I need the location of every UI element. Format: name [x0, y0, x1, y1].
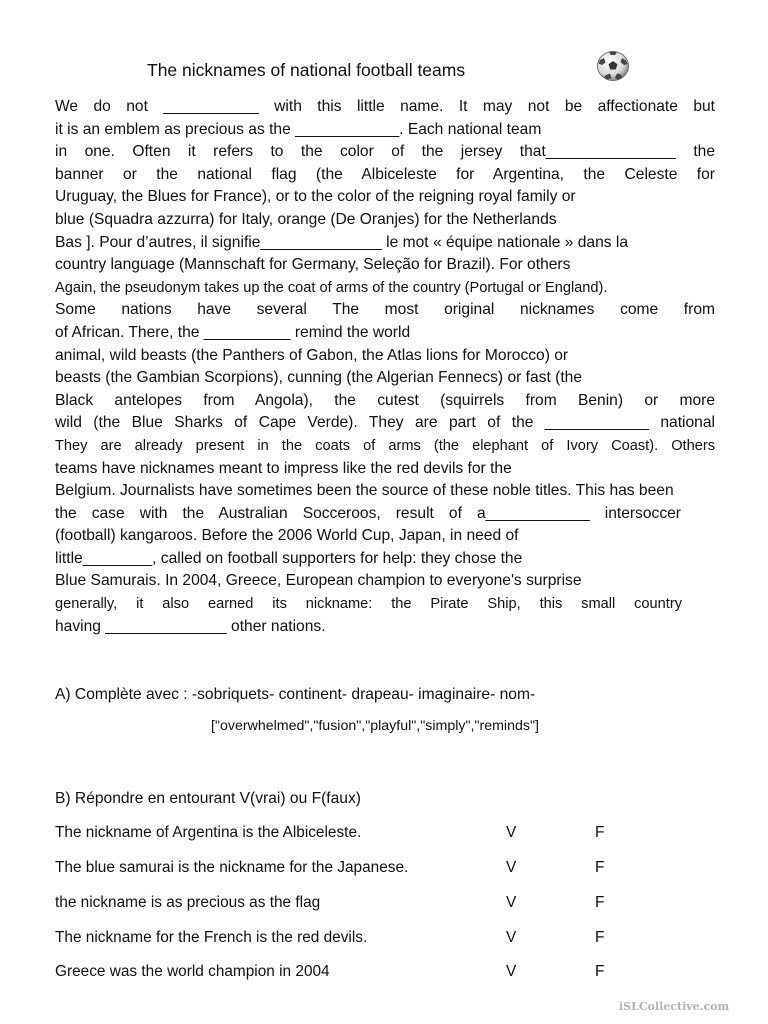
statement-text: Greece was the world champion in 2004	[55, 963, 330, 980]
section-a-instruction: A) Complète avec : -sobriquets- continent- drapeau- imaginaire- nom-	[55, 686, 536, 703]
paragraph-line: Uruguay, the Blues for France), or to the color of the reigning royal family or	[55, 188, 576, 206]
false-option[interactable]: F	[595, 824, 605, 841]
paragraph-line: Blue Samurais. In 2004, Greece, European champion to everyone's surprise	[55, 572, 582, 590]
false-option[interactable]: F	[595, 929, 605, 946]
worksheet-title: The nicknames of national football teams	[147, 60, 466, 80]
paragraph-line: generally, it also earned its nickname: the Pirate Ship, this small country	[55, 596, 682, 613]
paragraph-line: country language (Mannschaft for Germany, Seleção for Brazil). For others	[55, 256, 571, 274]
false-option[interactable]: F	[595, 963, 605, 980]
paragraph-line: They are already present in the coats of arms (the elephant of Ivory Coast). Others	[55, 437, 715, 454]
statement-text: The nickname for the French is the red devils.	[55, 929, 368, 946]
true-option[interactable]: V	[506, 859, 517, 876]
statement-text: The blue samurai is the nickname for the Japanese.	[55, 859, 409, 876]
paragraph-line: the case with the Australian Socceroos, result of a____________ intersoccer	[55, 504, 681, 522]
paragraph-line: it is an emblem as precious as the ____________. Each national team	[55, 120, 542, 138]
paragraph-line: Belgium. Journalists have sometimes been the source of these noble titles. This has been	[55, 482, 674, 500]
cloze-paragraph	[55, 96, 715, 638]
paragraph-line: in one. Often it refers to the color of the jersey that_______________ the	[55, 143, 715, 161]
paragraph-line: Some nations have several The most original nicknames come from	[55, 301, 715, 319]
statement-text: The nickname of Argentina is the Albiceleste.	[55, 824, 362, 841]
paragraph-line: little________, called on football supporters for help: they chose the	[55, 549, 523, 567]
paragraph-line: Black antelopes from Angola), the cutest (squirrels from Benin) or more	[55, 391, 715, 409]
paragraph-line: blue (Squadra azzurra) for Italy, orange (De Oranjes) for the Netherlands	[55, 210, 557, 228]
soccer-ball-icon	[597, 51, 629, 81]
true-option[interactable]: V	[506, 929, 517, 946]
paragraph-line: having ______________ other nations.	[55, 617, 326, 635]
paragraph-line: We do not ___________ with this little name. It may not be affectionate but	[55, 98, 715, 115]
true-option[interactable]: V	[506, 824, 517, 841]
site-watermark: iSLCollective.com	[619, 1000, 730, 1013]
paragraph-line: (football) kangaroos. Before the 2006 World Cup, Japan, in need of	[55, 527, 519, 545]
true-option[interactable]: V	[506, 963, 517, 980]
statement-text: the nickname is as precious as the flag	[55, 894, 321, 911]
true-option[interactable]: V	[506, 894, 517, 911]
paragraph-line: of African. There, the __________ remind the world	[55, 323, 411, 341]
paragraph-line: banner or the national flag (the Albiceleste for Argentina, the Celeste for	[55, 165, 715, 183]
section-b-instruction: B) Répondre en entourant V(vrai) ou F(faux)	[55, 790, 361, 807]
false-option[interactable]: F	[595, 894, 605, 911]
paragraph-line: beasts (the Gambian Scorpions), cunning (the Algerian Fennecs) or fast (the	[55, 369, 582, 387]
paragraph-line: Bas ]. Pour d’autres, il signifie______________ le mot « équipe nationale » dans la	[55, 233, 629, 251]
paragraph-line: Again, the pseudonym takes up the coat of arms of the country (Portugal or England).	[55, 279, 608, 296]
paragraph-line: animal, wild beasts (the Panthers of Gabon, the Atlas lions for Morocco) or	[55, 346, 569, 364]
paragraph-line: wild (the Blue Sharks of Cape Verde). They are part of the ____________ national	[55, 414, 715, 432]
paragraph-line: teams have nicknames meant to impress like the red devils for the	[55, 459, 512, 477]
false-option[interactable]: F	[595, 859, 605, 876]
word-bank: ["overwhelmed","fusion","playful","simply","reminds"]	[211, 718, 539, 734]
